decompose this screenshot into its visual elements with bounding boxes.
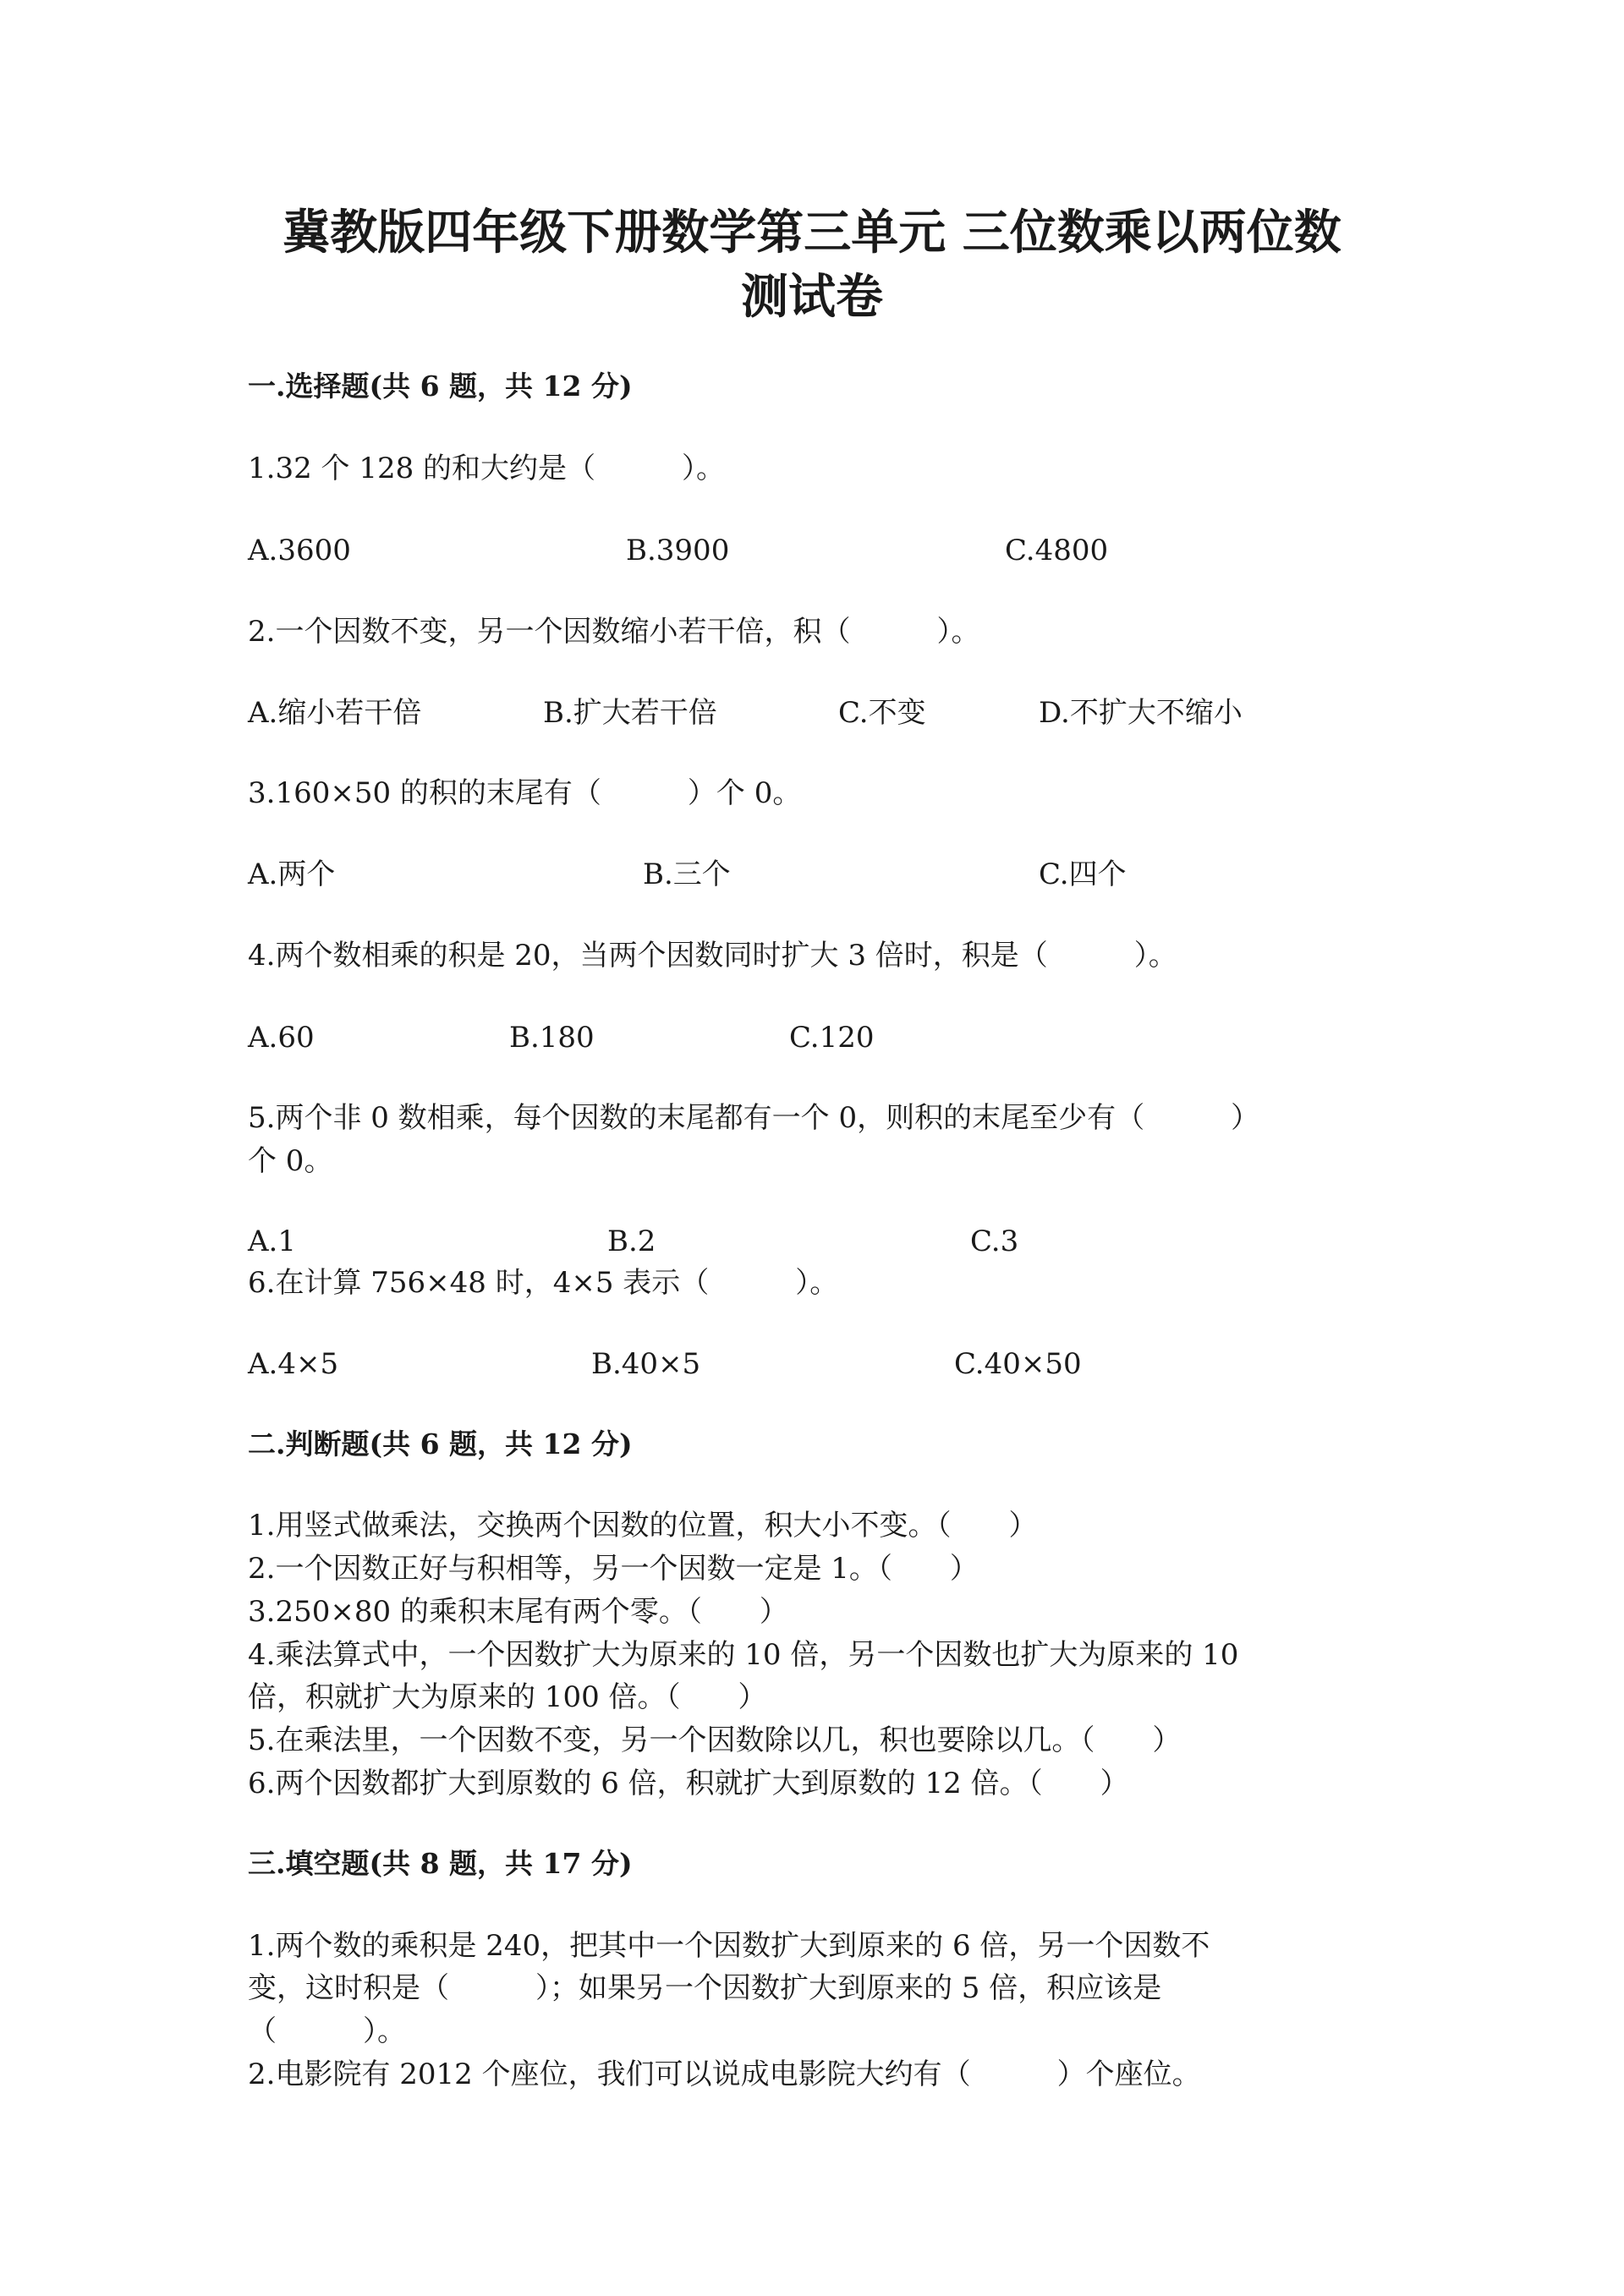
section-heading-choice: 一.选择题(共 6 题，共 12 分) — [248, 370, 633, 403]
option-6b: B.40×5 — [591, 1347, 701, 1381]
fill-line-1-cont: 变，这时积是（ ）；如果另一个因数扩大到原来的 5 倍，积应该是 — [248, 1971, 1162, 2005]
option-5a: A.1 — [248, 1225, 296, 1258]
option-3c: C.四个 — [1039, 858, 1127, 891]
option-6c: C.40×50 — [954, 1347, 1082, 1381]
judge-line-5: 5.在乘法里，一个因数不变，另一个因数除以几，积也要除以几。（ ） — [248, 1723, 1182, 1757]
question-4: 4.两个数相乘的积是 20，当两个因数同时扩大 3 倍时，积是（ ）。 — [248, 939, 1177, 973]
question-2: 2.一个因数不变，另一个因数缩小若干倍，积（ ）。 — [248, 615, 980, 649]
option-2a: A.缩小若干倍 — [248, 696, 422, 730]
option-5c: C.3 — [970, 1225, 1019, 1258]
option-3a: A.两个 — [248, 858, 336, 891]
fill-line-2: 2.电影院有 2012 个座位，我们可以说成电影院大约有（ ）个座位。 — [248, 2058, 1201, 2091]
page-title-line2: 测试卷 — [741, 269, 883, 325]
option-1a: A.3600 — [248, 534, 351, 567]
judge-line-4: 4.乘法算式中，一个因数扩大为原来的 10 倍，另一个因数也扩大为原来的 10 — [248, 1638, 1239, 1672]
fill-line-1: 1.两个数的乘积是 240，把其中一个因数扩大到原来的 6 倍，另一个因数不 — [248, 1929, 1210, 1963]
option-2c: C.不变 — [838, 696, 926, 730]
page-title: 冀教版四年级下册数学第三单元 三位数乘以两位数 — [283, 205, 1341, 260]
question-3: 3.160×50 的积的末尾有（ ）个 0。 — [248, 776, 802, 810]
judge-line-6: 6.两个因数都扩大到原数的 6 倍，积就扩大到原数的 12 倍。（ ） — [248, 1767, 1129, 1800]
option-4c: C.120 — [789, 1021, 875, 1055]
judge-line-3: 3.250×80 的乘积末尾有两个零。（ ） — [248, 1595, 788, 1629]
question-1: 1.32 个 128 的和大约是（ ）。 — [248, 452, 726, 485]
option-1c: C.4800 — [1005, 534, 1109, 567]
option-6a: A.4×5 — [248, 1347, 339, 1381]
judge-line-2: 2.一个因数正好与积相等，另一个因数一定是 1。（ ） — [248, 1552, 979, 1586]
option-2d: D.不扩大不缩小 — [1039, 696, 1243, 730]
question-5: 5.两个非 0 数相乘，每个因数的末尾都有一个 0，则积的末尾至少有（ ） — [248, 1101, 1260, 1135]
section-heading-fill: 三.填空题(共 8 题，共 17 分) — [248, 1847, 633, 1880]
option-1b: B.3900 — [626, 534, 730, 567]
option-3b: B.三个 — [643, 858, 731, 891]
section-heading-judge: 二.判断题(共 6 题，共 12 分) — [248, 1427, 633, 1460]
option-4a: A.60 — [248, 1021, 315, 1055]
option-5b: B.2 — [607, 1225, 656, 1258]
question-5-cont: 个 0。 — [248, 1144, 333, 1178]
judge-line-1: 1.用竖式做乘法，交换两个因数的位置，积大小不变。（ ） — [248, 1509, 1038, 1543]
fill-line-1-cont2: （ ）。 — [248, 2014, 406, 2048]
question-6: 6.在计算 756×48 时，4×5 表示（ ）。 — [248, 1266, 839, 1300]
option-2b: B.扩大若干倍 — [543, 696, 717, 730]
option-4b: B.180 — [509, 1021, 595, 1055]
judge-line-4-cont: 倍，积就扩大为原来的 100 倍。（ ） — [248, 1680, 767, 1714]
